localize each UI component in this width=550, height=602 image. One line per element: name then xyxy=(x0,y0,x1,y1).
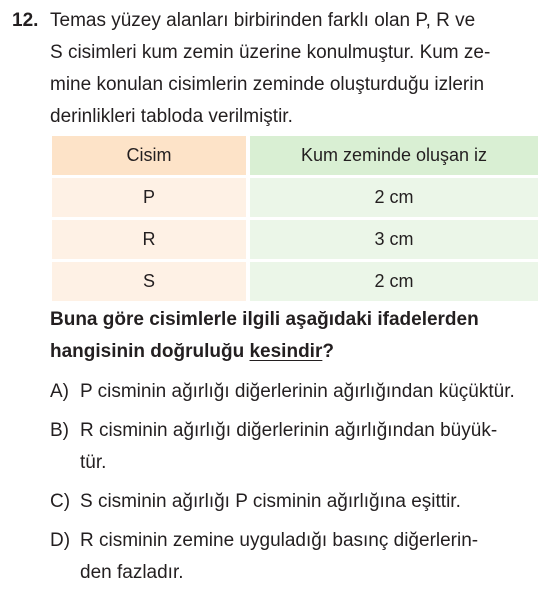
option-text xyxy=(80,525,545,589)
stem-line: mine konulan cisimlerin zeminde oluşturduğu izlerin xyxy=(50,74,485,95)
table-cell-depth: 2 cm xyxy=(250,178,538,217)
table-header-row xyxy=(52,136,538,175)
option-c[interactable] xyxy=(50,486,545,518)
option-line: P cisminin ağırlığı diğerlerinin ağırlığından küçüktür. xyxy=(80,381,515,402)
table-cell-depth: 2 cm xyxy=(250,262,538,301)
stem-line: S cisimleri kum zemin üzerine konulmuştur. Kum ze- xyxy=(50,42,491,63)
option-label: B) xyxy=(50,420,69,441)
stem-line: derinlikleri tabloda verilmiştir. xyxy=(50,106,293,127)
option-d[interactable] xyxy=(50,525,545,589)
header-iz: Kum zeminde oluşan iz xyxy=(250,136,538,175)
option-line: R cisminin ağırlığı diğerlerinin ağırlığından büyük- xyxy=(80,420,498,441)
prompt-line xyxy=(50,336,542,368)
option-label: D) xyxy=(50,530,71,551)
table-row xyxy=(52,217,538,259)
question-number: 12. xyxy=(12,10,39,31)
table-cell-object: S xyxy=(52,262,246,301)
prompt-emphasis: kesindir xyxy=(249,341,323,362)
option-text xyxy=(80,486,545,518)
table-cell-object: R xyxy=(52,220,246,259)
prompt-question-mark: ? xyxy=(322,341,334,362)
option-a[interactable] xyxy=(50,376,545,408)
table-cell-depth: 3 cm xyxy=(250,220,538,259)
header-cisim: Cisim xyxy=(52,136,246,175)
option-text xyxy=(80,376,545,408)
question-stem xyxy=(50,5,542,133)
option-line: S cisminin ağırlığı P cisminin ağırlığına eşittir. xyxy=(80,491,461,512)
option-text xyxy=(80,415,545,479)
option-label: A) xyxy=(50,381,69,402)
prompt-text: hangisinin doğruluğu xyxy=(50,341,250,362)
prompt-line: Buna göre cisimlerle ilgili aşağıdaki ifadelerden xyxy=(50,309,479,330)
stem-line: Temas yüzey alanları birbirinden farklı olan P, R ve xyxy=(50,10,476,31)
option-b[interactable] xyxy=(50,415,545,479)
table-row xyxy=(52,259,538,301)
option-line: den fazladır. xyxy=(80,562,184,583)
table-cell-object: P xyxy=(52,178,246,217)
depth-table xyxy=(52,136,538,301)
option-label: C) xyxy=(50,491,71,512)
option-line: R cisminin zemine uyguladığı basınç diğerlerin- xyxy=(80,530,479,551)
question-prompt xyxy=(50,304,542,368)
option-line: tür. xyxy=(80,452,107,473)
table-row xyxy=(52,175,538,217)
answer-options xyxy=(50,376,545,596)
